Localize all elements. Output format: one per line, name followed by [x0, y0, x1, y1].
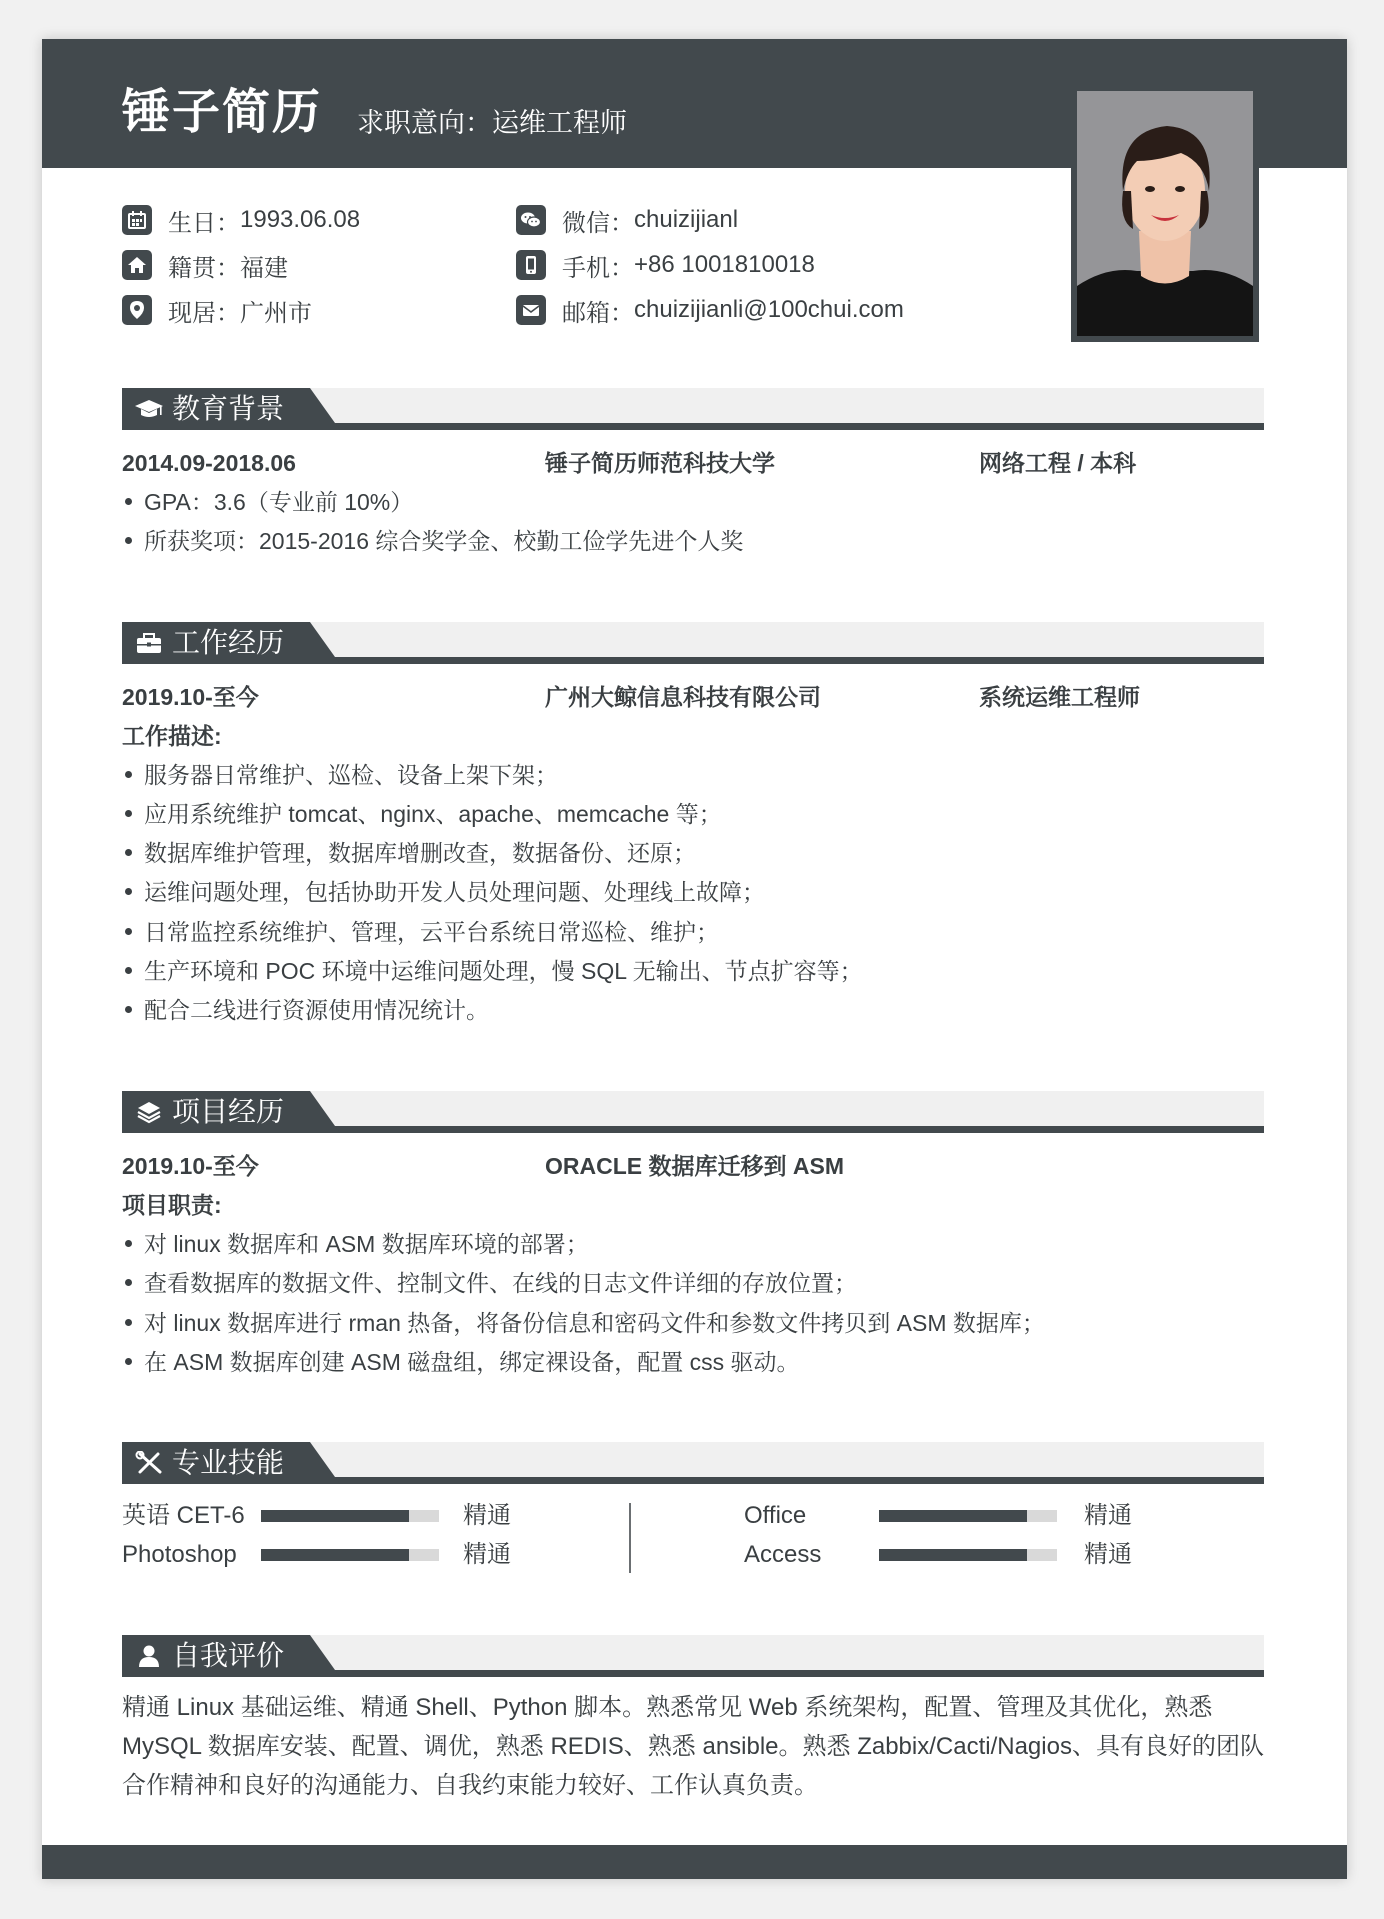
- hometown-label: 籍贯：: [168, 254, 240, 282]
- location-pin-icon: [122, 295, 152, 325]
- education-period: 2014.09-2018.06: [122, 450, 296, 476]
- birthday-value: 1993.06.08: [240, 206, 361, 233]
- list-item: GPA：3.6（专业前 10%）: [122, 485, 413, 519]
- list-item: 运维问题处理，包括协助开发人员处理问题、处理线上故障；: [122, 875, 765, 909]
- list-item: 数据库维护管理，数据库增删改查，数据备份、还原；: [122, 836, 696, 870]
- list-item: 对 linux 数据库进行 rman 热备，将备份信息和密码文件和参数文件拷贝到 ASM 数据库；: [122, 1306, 1045, 1340]
- list-item: 生产环境和 POC 环境中运维问题处理，慢 SQL 无输出、节点扩容等；: [122, 954, 863, 988]
- graduation-cap-icon: [134, 397, 164, 426]
- list-item: 日常监控系统维护、管理，云平台系统日常巡检、维护；: [122, 915, 719, 949]
- work-desc-label: 工作描述:: [122, 723, 222, 749]
- skill-bar: [879, 1549, 1057, 1561]
- skill-name: 英语 CET-6: [122, 1502, 245, 1529]
- list-item: 配合二线进行资源使用情况统计。: [122, 993, 489, 1027]
- birthday-label: 生日：: [168, 209, 240, 237]
- list-item: 查看数据库的数据文件、控制文件、在线的日志文件详细的存放位置；: [122, 1266, 857, 1300]
- info-hometown: [122, 248, 288, 282]
- self-eval-text: 精通 Linux 基础运维、精通 Shell、Python 脚本。熟悉常见 Web 系统架构，配置、管理及其优化，熟悉 MySQL 数据库安装、配置、调优，熟悉 REDIS、熟悉 ansible。熟悉 Zabbix/Cacti/Nagios、具有良好的团队合作精神和良好的沟通能力、自我约束能力较好、工作认真负责。: [122, 1694, 1264, 1799]
- info-email: [516, 293, 904, 327]
- work-company: 广州大鲸信息科技有限公司: [545, 684, 821, 710]
- project-title: 项目经历: [172, 1096, 285, 1127]
- skills-section-header: [122, 1442, 1264, 1486]
- home-icon: [122, 250, 152, 280]
- skill-level: 精通: [1084, 1541, 1132, 1568]
- list-item: 应用系统维护 tomcat、nginx、apache、memcache 等；: [122, 797, 722, 831]
- education-section-header: [122, 388, 1264, 432]
- skill-name: Photoshop: [122, 1541, 237, 1568]
- self-eval-section-header: [122, 1635, 1264, 1679]
- work-position: 系统运维工程师: [979, 684, 1140, 710]
- work-title: 工作经历: [172, 627, 285, 658]
- wechat-icon: [516, 205, 546, 235]
- skill-name: Office: [744, 1502, 807, 1529]
- list-item: 对 linux 数据库和 ASM 数据库环境的部署；: [122, 1227, 589, 1261]
- project-period: 2019.10-至今: [122, 1153, 259, 1179]
- portrait-image: [1077, 91, 1253, 336]
- project-section-header: [122, 1091, 1264, 1135]
- user-icon: [134, 1644, 164, 1673]
- info-phone: [516, 248, 815, 282]
- objective-value: 运维工程师: [492, 108, 627, 138]
- footer-bar: [42, 1845, 1347, 1879]
- skill-name: Access: [744, 1541, 822, 1568]
- list-item: 服务器日常维护、巡检、设备上架下架；: [122, 758, 558, 792]
- info-residence: [122, 293, 312, 327]
- list-item: 所获奖项：2015-2016 综合奖学金、校勤工俭学先进个人奖: [122, 524, 743, 558]
- education-title: 教育背景: [172, 393, 285, 424]
- list-item: 在 ASM 数据库创建 ASM 磁盘组，绑定裸设备，配置 css 驱动。: [122, 1345, 800, 1379]
- skills-divider: [629, 1503, 631, 1573]
- project-name: ORACLE 数据库迁移到 ASM: [545, 1153, 844, 1179]
- phone-label: 手机：: [562, 254, 634, 282]
- calendar-icon: [122, 205, 152, 235]
- residence-value: 广州市: [240, 299, 312, 327]
- work-section-header: [122, 622, 1264, 666]
- profile-photo: [1071, 85, 1259, 342]
- envelope-icon: [516, 295, 546, 325]
- mobile-phone-icon: [516, 250, 546, 280]
- skill-bar: [261, 1549, 439, 1561]
- job-objective: [357, 103, 627, 143]
- email-label: 邮箱：: [562, 299, 634, 327]
- briefcase-icon: [134, 631, 164, 660]
- hometown-value: 福建: [240, 254, 288, 282]
- residence-label: 现居：: [168, 299, 240, 327]
- phone-value: +86 1001810018: [634, 251, 815, 278]
- skill-level: 精通: [1084, 1502, 1132, 1529]
- skill-bar: [261, 1510, 439, 1522]
- layers-icon: [134, 1100, 164, 1129]
- self-eval-title: 自我评价: [172, 1640, 285, 1671]
- info-wechat: [516, 203, 738, 237]
- project-duty-label: 项目职责:: [122, 1192, 222, 1218]
- wechat-value: chuizijianl: [634, 206, 739, 233]
- skill-level: 精通: [463, 1541, 511, 1568]
- work-period: 2019.10-至今: [122, 684, 259, 710]
- objective-label: 求职意向：: [357, 108, 492, 138]
- skills-title: 专业技能: [172, 1447, 285, 1478]
- education-major: 网络工程 / 本科: [979, 450, 1137, 476]
- wechat-label: 微信：: [562, 209, 634, 237]
- resume-title: 锤子简历: [122, 86, 323, 139]
- resume-page: [42, 39, 1347, 1879]
- skill-level: 精通: [463, 1502, 511, 1529]
- email-value: chuizijianli@100chui.com: [634, 296, 904, 323]
- skill-bar: [879, 1510, 1057, 1522]
- tools-icon: [134, 1451, 164, 1480]
- education-school: 锤子简历师范科技大学: [545, 450, 775, 476]
- info-birthday: [122, 203, 360, 237]
